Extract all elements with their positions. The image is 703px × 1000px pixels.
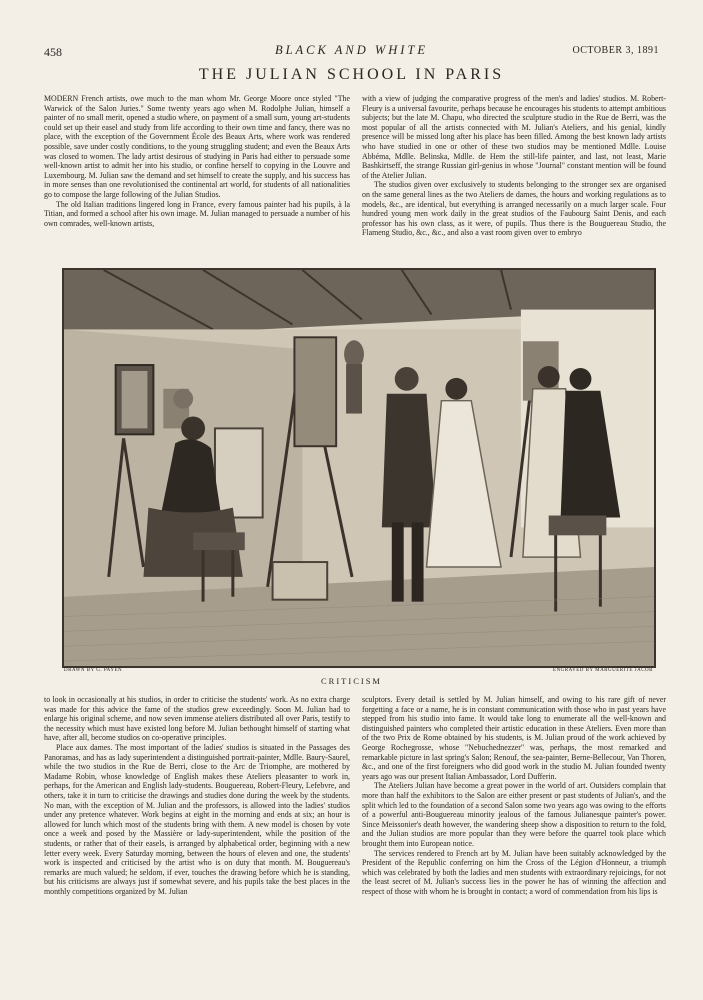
paragraph: MODERN French artists, owe much to the man whom Mr. George Moore once styled "The Warwick of the Salon Juries." Some twenty years ago when M. Rodolphe Julian, himself a painter of no small merit, opened a studio where, on payment of a small sum, young art-students could set up their easel and study from life according to their own time and fancy, there was no place, with the exception of the Government École des Beaux Arts, where work was rendered possible, save under costly conditions, to the young struggling student; and even the Beaux Arts was closed to women. The lady artist desirous of studying in Paris had either to persuade some well-known artist to admit her into his studio, or confine herself to copying in the Louvre and Luxembourg. M. Julian saw the demand and set himself to create the supply, and his success has in more senses than one revolutionised the continental art world, for students of all nationalities go to compose the large following of the Julian Studios. [44, 94, 350, 199]
artist-credit: DRAWN BY G. PAYEN [64, 668, 123, 673]
paragraph: Place aux dames. The most important of the ladies' studios is situated in the Passages des Panoramas, and has as lady superintendent a distinguished portrait-painter, Mdlle. Baury-Saurel, while the two studios in the Rue de Berri, close to the Arc de Triomphe, are mothered by Madame Robin, whose knowledge of English makes these Ateliers pleasanter to work in, perhaps, for the American and English lady-students. Bouguereau, Robert-Fleury, Lefebvre, and others, take it in turn to criticise the drawings and studies done during the week by the students. No man, with the exception of M. Julian and the professors, is allowed into the ladies' studios under any pretence whatever. Work begins at eight in the morning and ends at six; an hour is allowed for lunch which most of the students bring with them. A new model is chosen by vote once a week and posed by the Massière or lady-superintendent, while the position of the students, or rather that of their easels, is arranged by alphabetical order, beginning with a new letter every week. Every Saturday morning, between the hours of eleven and one, the students' work is inspected and criticised by the artist who is on duty that month. M. Bouguereau's remarks are much valued; he seldom, if ever, touches the drawing before which he is standing, but his criticisms are always just if somewhat severe, and his pupils take the best places in the monthly competitions organized by M. Julian [44, 742, 350, 896]
paragraph: The Ateliers Julian have become a great power in the world of art. Outsiders complain that more than half the exhibitors to the Salon are either present or past students of Julian's, and the split which led to the foundation of a second Salon some two years ago was owing to the efforts of a powerful anti-Bouguereau minority jealous of the famous Julianesque painter's power. Since Meissonier's death however, the wandering sheep show a disposition to return to the fold, and the Julian studios are more popular than they were before the quarrel took place which brought them into European notice. [362, 781, 666, 848]
paragraph: The studios given over exclusively to students belonging to the stronger sex are organised on the same general lines as the two Ateliers de dames, the hours and working regulations as to models, &c., are identical, but everything is arranged necessarily on a much larger scale. Four hundred young men work daily in the great studios of the Faubourg Saint Denis, and each professor has his own class, as it were, of pupils. Thus there is the Bouguereau Studio, the Flameng Studio, &c., &c., and also a vast room given over to embryo [362, 180, 666, 238]
paragraph: sculptors. Every detail is settled by M. Julian himself, and owing to his rare gift of never forgetting a face or a name, he is in constant communication with those who in past years have stepped from his studio into fame. It would take long to enumerate all the well-known and distinguished painters who completed their artistic education in these Ateliers. Even more than of the two Prix de Rome obtained by his students, is M. Julian proud of the work achieved by George Rochegrosse, whose "Nebuchednezzer" was, perhaps, the most remarked and remarkable picture in last spring's Salon; Renouf, the sea-painter, Berne-Bellecour, Van Thoren, &c., and one of the first foreigners who did good work in the studio M. Julian founded twenty years ago was our present Italian Ambassador, Lord Dufferin. [362, 695, 666, 781]
text-column-top-left [44, 94, 350, 284]
studio-scene-engraving [64, 270, 654, 666]
engraving-illustration [62, 268, 656, 668]
issue-date: OCTOBER 3, 1891 [572, 45, 659, 56]
article-title: THE JULIAN SCHOOL IN PARIS [198, 66, 505, 83]
text-column-bottom-right [362, 695, 666, 965]
engraver-credit: ENGRAVED BY MARGUERITE JACOB [553, 668, 653, 673]
paragraph: The services rendered to French art by M. Julian have been suitably acknowledged by the President of the Republic conferring on him the Cross of the Légion d'Honneur, a triumph which was celebrated by both the ladies and men students with extraordinary rejoicings, for not the least secret of M. Julian's success lies in the power he has of winning the affection and respect of those with whom he is brought in contact; a word of commendation from his lips is [362, 848, 666, 896]
paragraph: to look in occasionally at his studios, in order to criticise the students' work. As no extra charge was made for this advice the fame of the studios grew exceedingly. Soon M. Julian had to enlarge his original scheme, and now seven immense ateliers distributed all over Paris, testify to the necessity which must have existed long before M. Julian bethought himself of starting what have, after all, become studios on co-operative principles. [44, 695, 350, 743]
paragraph: with a view of judging the comparative progress of the men's and ladies' studios. M. Robert-Fleury is a universal favourite, perhaps because he encourages his students to attempt ambitious subjects; but the late M. Chapu, who directed the sculpture studio in the Rue de Berri, was the most popular of all the artists connected with M. Julian's Ateliers, and his genial, kindly presence will be missed long after his place has been filled. Among the best known lady artists who have studied in one or other of these two studios may be mentioned Mdlle. Louise Abbéma, Mdlle. Belinska, Mdlle. de Hem the still-life painter, and last, not least, Marie Bashkirtseff, the strange Russian girl-genius in whose "Journal" constant mention will be found of the Atelier Julian. [362, 94, 666, 180]
text-column-top-right [362, 94, 666, 284]
page-header [44, 43, 659, 61]
publication-title: BLACK AND WHITE [274, 43, 429, 57]
illustration-caption: CRITICISM [321, 676, 382, 686]
paragraph: The old Italian traditions lingered long in France, every famous painter had his pupils, à la Titian, and formed a school after his own image. M. Julian managed to persuade a number of his own comrades, well-known artists, [44, 199, 350, 228]
page-number: 458 [44, 45, 62, 59]
text-column-bottom-left [44, 695, 350, 965]
